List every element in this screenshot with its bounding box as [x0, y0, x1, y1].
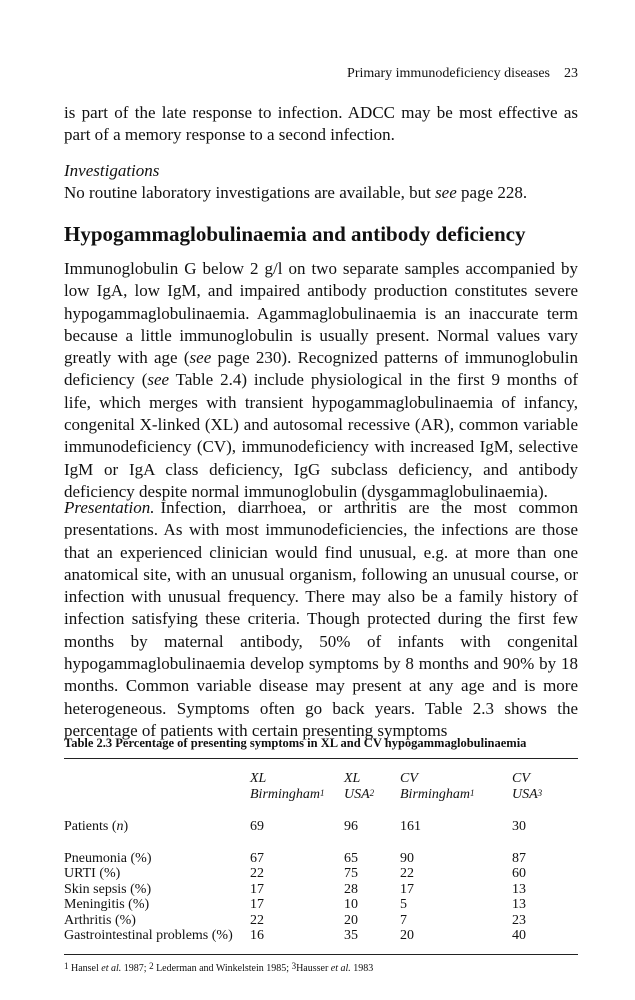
table-cell: 69: [250, 819, 264, 834]
row-label: Skin sepsis (%): [64, 881, 152, 897]
running-head: [347, 66, 578, 82]
row-label: URTI (%): [64, 866, 121, 881]
col-header-cv-usa: CV USA$^3$: [512, 771, 543, 802]
table-cell: 23: [512, 912, 526, 928]
intro-paragraph: is part of the late response to infection. ADCC may be most effective as part of a memory response to a second infection.: [64, 103, 578, 145]
table-header-row: [64, 759, 578, 819]
table-cell: 75: [344, 866, 358, 881]
table-cell: 161: [400, 819, 421, 834]
table-footnote: $^1$ Hansel et al. 1987; $^2$ Lederman and Winkelstein 1985; $^3$Hausser et al. 1983: [64, 961, 374, 974]
row-label: Arthritis (%): [64, 912, 136, 928]
table-cell: 20: [400, 928, 414, 943]
investigations-heading: Investigations: [64, 161, 160, 180]
table-row: [64, 928, 578, 944]
table-cell: 67: [250, 850, 264, 866]
table-row: [64, 897, 578, 913]
table-caption: Table 2.3 Percentage of presenting symptoms in XL and CV hypogammaglobulinaemia: [64, 736, 527, 750]
col-header-xl-usa: XL USA$^2$: [344, 771, 375, 802]
table-cell: 40: [512, 928, 526, 943]
page-number: 23: [564, 66, 578, 81]
table-row: [64, 913, 578, 929]
table-cell: 10: [344, 897, 358, 912]
table-cell: 5: [400, 897, 407, 912]
table-cell: 22: [250, 866, 264, 881]
table-cell: 65: [344, 850, 358, 866]
table-cell: 7: [400, 912, 407, 928]
table-cell: 13: [512, 897, 526, 912]
table-row: [64, 866, 578, 882]
row-label: Patients (n): [64, 819, 129, 834]
section-heading: Hypogammaglobulinaemia and antibody deficiency: [64, 222, 526, 246]
table-cell: 22: [250, 912, 264, 928]
table-cell: 87: [512, 850, 526, 866]
table-cell: 17: [400, 881, 414, 897]
table-cell: 90: [400, 850, 414, 866]
table-cell: 30: [512, 819, 526, 834]
row-label: Pneumonia (%): [64, 850, 152, 866]
table-cell: 22: [400, 866, 414, 881]
presentation-lead: Presentation.: [64, 498, 155, 517]
table-cell: 35: [344, 928, 358, 943]
row-label: Meningitis (%): [64, 897, 150, 912]
table-cell: 17: [250, 881, 264, 897]
table-cell: 28: [344, 881, 358, 897]
table-cell: 17: [250, 897, 264, 912]
table-cell: 96: [344, 819, 358, 834]
table-cell: 20: [344, 912, 358, 928]
table-row: [64, 851, 578, 867]
running-head-title: Primary immunodeficiency diseases: [347, 66, 550, 81]
table-cell: 60: [512, 866, 526, 881]
investigations-paragraph: No routine laboratory investigations are available, but see page 228.: [64, 183, 528, 202]
row-label: Gastrointestinal problems (%): [64, 928, 233, 943]
symptoms-table: [64, 758, 578, 944]
col-header-xl-birmingham: XL Birmingham$^1$: [250, 771, 325, 802]
table-cell: 16: [250, 928, 264, 943]
table-row: [64, 882, 578, 898]
col-header-cv-birmingham: CV Birmingham$^1$: [400, 771, 475, 802]
table-bottom-rule: [64, 954, 578, 955]
table-row-patients: [64, 819, 578, 851]
hypogammaglobulinaemia-paragraph: Immunoglobulin G below 2 g/l on two separate samples accompanied by low IgA, low IgM, and impaired antibody production constitutes severe hypogammaglobulinaemia. Agammaglobulinaemia is an inaccurate term because a little immunoglobulin is usually present. Normal values vary greatly with age (see page 230). Recognized patterns of immunoglobulin deficiency (see Table 2.4) include physiological in the first 9 months of life, which merges with transient hypogammaglobulinaemia of infancy, congenital X-linked (XL) and autosomal recessive (AR), common variable immunodeficiency (CV), immunodeficiency with increased IgM, selective IgM or IgA class deficiency, IgG subclass deficiency, and antibody deficiency despite normal immunoglobulin (dysgammaglobulinaemia).: [64, 259, 578, 501]
presentation-paragraph: Presentation. Infection, diarrhoea, or arthritis are the most common presentations. As with most immunodeficiencies, the infections are those that an experienced clinician would find unusual, e.g. at more than one anatomical site, with an unusual organism, following an unusual course, or infection with unusual frequency. There may also be a family history of infection satisfying these criteria. Though protected during the first few months by maternal antibody, 50% of infants with congenital hypogammaglobulinaemia develop symptoms by 8 months and 90% by 18 months. Common variable disease may present at any age and is more heterogeneous. Symptoms often go back years. Table 2.3 shows the percentage of patients with certain presenting symptoms: [64, 498, 578, 740]
table-cell: 13: [512, 881, 526, 897]
